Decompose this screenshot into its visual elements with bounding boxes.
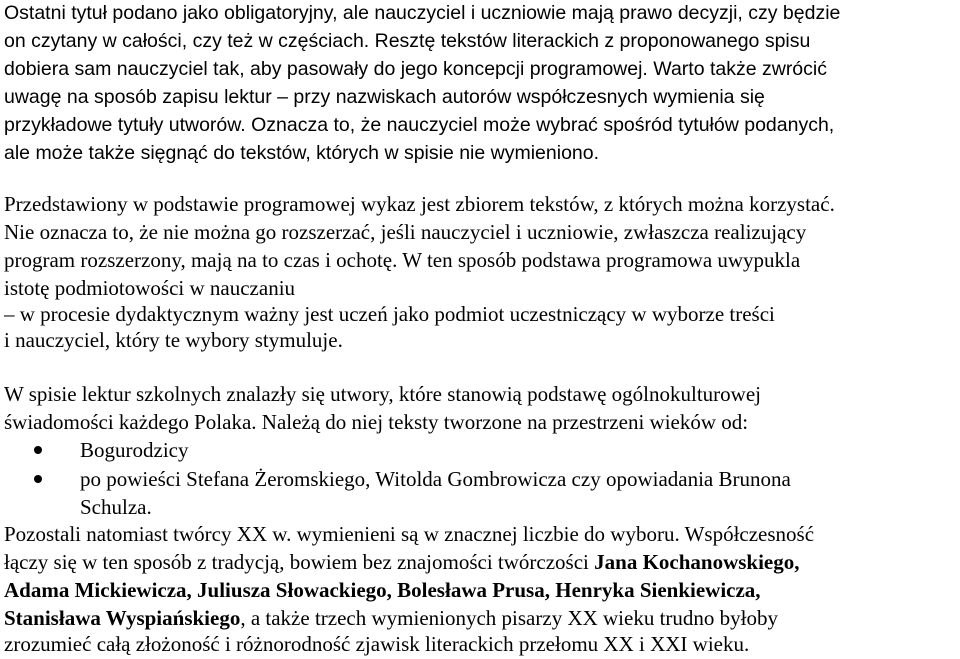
- bullet-item-2-continuation: [4, 494, 956, 520]
- p3-line-2-text: świadomości każdego Polaka. Należą do niej teksty tworzone na przestrzeni wieków od:: [4, 410, 749, 434]
- p3-bold-line-text: Adama Mickiewicza, Juliusza Słowackiego, Bolesława Prusa, Henryka Sienkiewicza,: [4, 578, 761, 602]
- paragraph3-line-tradition: [4, 549, 956, 575]
- paragraph3-line-1: [4, 381, 956, 407]
- bullet-item-2: [4, 466, 956, 492]
- p1-line-6-text: ale może także sięgnąć do tekstów, których w spisie nie wymieniono.: [4, 142, 600, 164]
- paragraph3-line-after: [4, 521, 956, 547]
- bullet-text-2: po powieści Stefana Żeromskiego, Witolda Gombrowicza czy opowiadania Brunona: [80, 467, 791, 491]
- paragraph1-line-1: [4, 0, 956, 26]
- bullet-icon: [34, 446, 42, 454]
- p1-line-1-text: Ostatni tytuł podano jako obligatoryjny, ale nauczyciel i uczniowie mają prawo decyzji, czy będzie: [4, 2, 841, 24]
- paragraph1-line-6: [4, 140, 956, 166]
- p2-line-6-text: i nauczyciel, który te wybory stymuluje.: [4, 328, 343, 352]
- paragraph2-line-2: [4, 219, 956, 245]
- bullet-item-1: [4, 437, 956, 463]
- p1-line-4-text: uwagę na sposób zapisu lektur – przy nazwiskach autorów współczesnych wymienia się: [4, 86, 765, 108]
- p2-line-4-text: istotę podmiotowości w nauczaniu: [4, 276, 296, 300]
- paragraph3-bold-line: [4, 577, 956, 603]
- p2-line-3-text: program rozszerzony, mają na to czas i ochotę. W ten sposób podstawa programowa uwypukla: [4, 248, 801, 272]
- p1-line-5-text: przykładowe tytuły utworów. Oznacza to, że nauczyciel może wybrać spośród tytułów podanych,: [4, 114, 835, 136]
- p3-tradition-bold: Jana Kochanowskiego,: [594, 550, 800, 574]
- p2-line-5-text: – w procesie dydaktycznym ważny jest uczeń jako podmiot uczestniczący w wyborze treści: [4, 302, 775, 326]
- p3-tradition-prefix: łączy się w ten sposób z tradycją, bowiem bez znajomości twórczości: [4, 550, 595, 574]
- bullet-text-1: Bogurodzicy: [80, 438, 189, 462]
- p3-last-bold: Stanisława Wyspiańskiego: [4, 606, 241, 630]
- paragraph3-final-line: [4, 631, 956, 657]
- p2-line-2-text: Nie oznacza to, że nie można go rozszerzać, jeśli nauczyciel i uczniowie, zwłaszcza realizujący: [4, 220, 807, 244]
- p3-line-after-text: Pozostali natomiast twórcy XX w. wymienieni są w znacznej liczbie do wyboru. Współczesność: [4, 522, 815, 546]
- p3-line-1-text: W spisie lektur szkolnych znalazły się utwory, które stanowią podstawę ogólnokulturowej: [4, 382, 761, 406]
- p3-last-rest: , a także trzech wymienionych pisarzy XX wieku trudno byłoby: [240, 606, 779, 630]
- paragraph2-line-4: [4, 275, 956, 301]
- bullet-text-3: Schulza.: [80, 495, 152, 519]
- paragraph3-line-last: [4, 605, 956, 631]
- p2-line-1-text: Przedstawiony w podstawie programowej wykaz jest zbiorem tekstów, z których można korzystać.: [4, 192, 835, 216]
- paragraph2-line-5: [4, 301, 956, 327]
- paragraph2-line-1: [4, 191, 956, 217]
- paragraph2-line-6: [4, 327, 956, 353]
- paragraph1-line-3: [4, 56, 956, 82]
- paragraph1-line-2: [4, 28, 956, 54]
- paragraph1-line-5: [4, 112, 956, 138]
- paragraph1-line-4: [4, 84, 956, 110]
- p1-line-3-text: dobiera sam nauczyciel tak, aby pasowały do jego koncepcji programowej. Warto także zwrócić: [4, 58, 827, 80]
- p1-line-2-text: on czytany w całości, czy też w częściach. Resztę tekstów literackich z proponowanego spisu: [4, 30, 811, 52]
- paragraph3-line-2: [4, 409, 956, 435]
- p3-final-text: zrozumieć całą złożoność i różnorodność zjawisk literackich przełomu XX i XXI wieku.: [4, 632, 750, 656]
- bullet-icon: [34, 475, 42, 483]
- paragraph2-line-3: [4, 247, 956, 273]
